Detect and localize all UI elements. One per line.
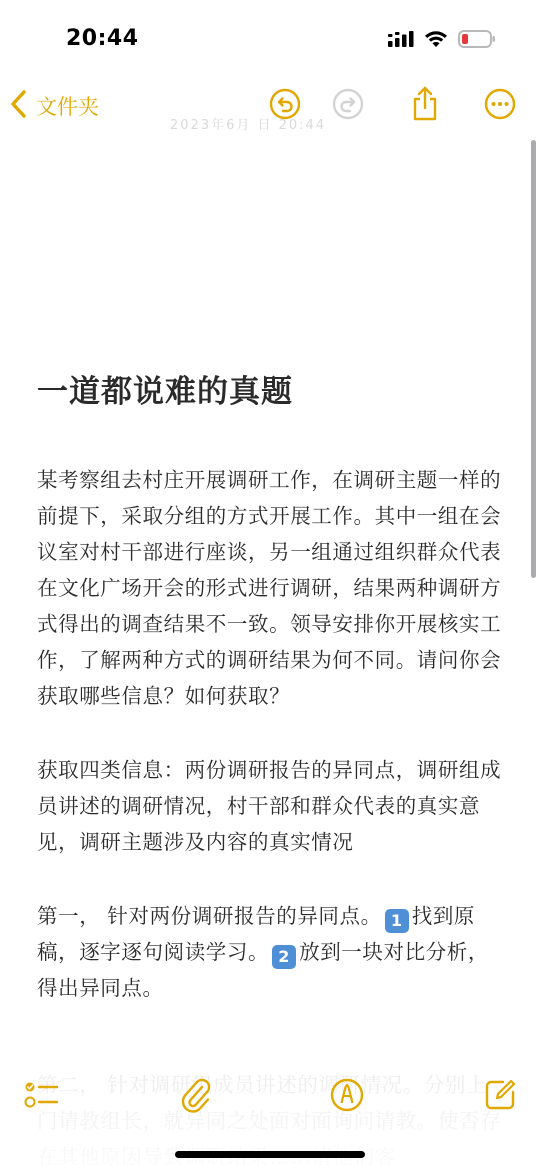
share-icon [410,86,440,126]
compose-icon [483,1078,517,1116]
paragraph-3-part-c: 放到一块对比分析，得出异同点。 [37,940,490,1000]
undo-icon [269,88,301,124]
note-paragraph-2: 获取四类信息：两份调研报告的异同点，调研组成员讲述的调研情况，村干部和群众代表的真实意见，调研主题涉及内容的真实情况 [37,758,502,854]
note-paragraph-1: 某考察组去村庄开展调研工作，在调研主题一样的前提下，采取分组的方式开展工作。其中一组在会议室对村干部进行座谈，另一组通过组织群众代表在文化广场开会的形式进行调研，结果两种调研方式得出的调查结果不一致。领导安排你开展核实工作，了解两种方式的调研结果为何不同。请问你会获取哪些信息？如何获取？ [37,468,502,708]
undo-button[interactable] [265,86,305,126]
chevron-left-icon [10,89,28,123]
battery-low-icon [458,30,496,52]
note-paragraph-3 [37,898,505,1006]
compose-button[interactable] [479,1076,521,1118]
more-icon [484,88,516,124]
checklist-icon [24,1079,60,1115]
cellular-signal-icon [388,31,414,51]
back-button[interactable] [10,86,99,126]
share-button[interactable] [405,86,445,126]
note-title: 一道都说难的真题 [37,374,293,410]
checklist-button[interactable] [21,1076,63,1118]
back-label: 文件夹 [36,95,99,119]
note-body[interactable] [37,370,505,1006]
attachment-icon [180,1077,212,1117]
wifi-icon [424,30,448,52]
scroll-indicator[interactable] [531,140,536,578]
status-bar [0,0,540,78]
bottom-toolbar [0,1072,540,1122]
status-icons [388,30,496,52]
nav-bar [0,78,540,134]
paragraph-3-part-b: 找到原稿，逐字逐句阅读学习。 [37,904,476,964]
redo-button[interactable] [328,86,368,126]
keycap-2-emoji: 2 [272,945,296,969]
redo-icon [332,88,364,124]
more-button[interactable] [480,86,520,126]
markup-pen-icon [330,1078,364,1116]
home-indicator[interactable] [175,1151,365,1158]
attachment-button[interactable] [175,1076,217,1118]
markup-button[interactable] [326,1076,368,1118]
keycap-1-emoji: 1 [385,909,409,933]
status-time: 20:44 [66,26,139,51]
note-date: 2023年6月 日 20:44 [170,118,327,133]
paragraph-3-part-a: 第一， 针对两份调研报告的异同点。 [37,904,382,928]
